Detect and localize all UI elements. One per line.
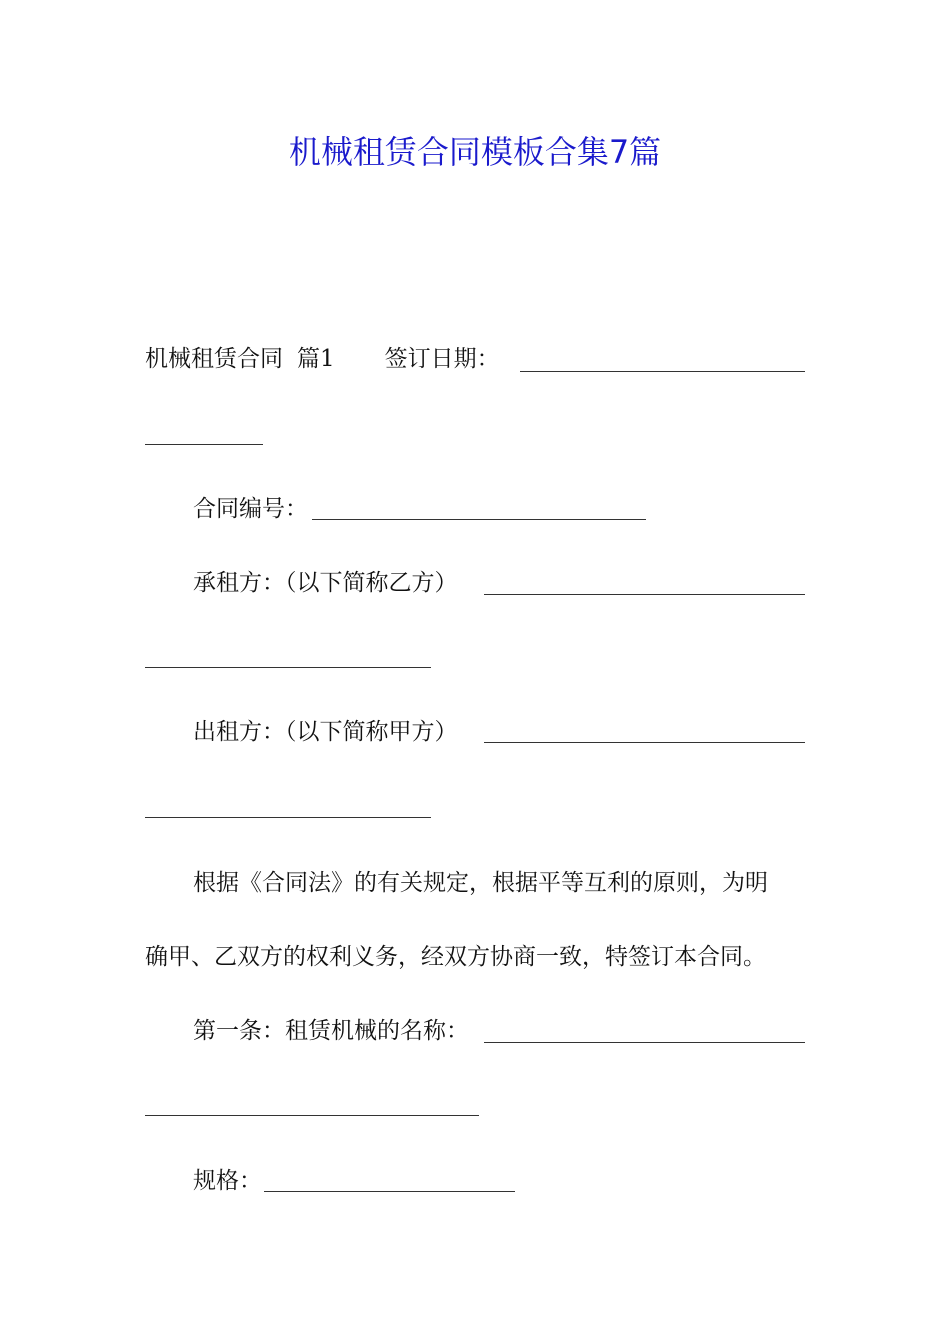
contract-heading: 机械租赁合同 (145, 346, 283, 372)
machine-name-field-continued[interactable] (145, 1114, 479, 1116)
heading-line (145, 342, 500, 376)
lessee-line (193, 566, 458, 600)
lessor-label: 出租方：（以下简称甲方） (193, 719, 458, 745)
contract-no-label: 合同编号： (193, 496, 308, 522)
preamble-line-2 (145, 940, 766, 974)
preamble-text-1: 根据《合同法》的有关规定，根据平等互利的原则，为明 (193, 870, 768, 896)
lessee-label: 承租方：（以下简称乙方） (193, 570, 458, 596)
contract-no-line (193, 492, 308, 526)
section-label: 篇1 (297, 346, 335, 372)
spec-field[interactable] (264, 1190, 515, 1192)
spec-label: 规格： (193, 1168, 262, 1194)
contract-no-field[interactable] (312, 518, 646, 520)
article-1-label: 第一条：租赁机械的名称： (193, 1018, 469, 1044)
lessor-line (193, 715, 458, 749)
lessee-field[interactable] (484, 593, 805, 595)
lessor-field-continued[interactable] (145, 816, 431, 818)
lessee-field-continued[interactable] (145, 666, 431, 668)
spec-line (193, 1164, 262, 1198)
lessor-field[interactable] (484, 741, 805, 743)
sign-date-field-continued[interactable] (145, 443, 263, 445)
document-title: 机械租赁合同模板合集7篇 (288, 133, 662, 171)
sign-date-field[interactable] (520, 370, 805, 372)
preamble-line-1 (193, 866, 768, 900)
article-1-line (193, 1014, 469, 1048)
preamble-text-2: 确甲、乙双方的权利义务，经双方协商一致，特签订本合同。 (145, 944, 766, 970)
machine-name-field[interactable] (484, 1041, 805, 1043)
sign-date-label: 签订日期： (384, 346, 500, 372)
